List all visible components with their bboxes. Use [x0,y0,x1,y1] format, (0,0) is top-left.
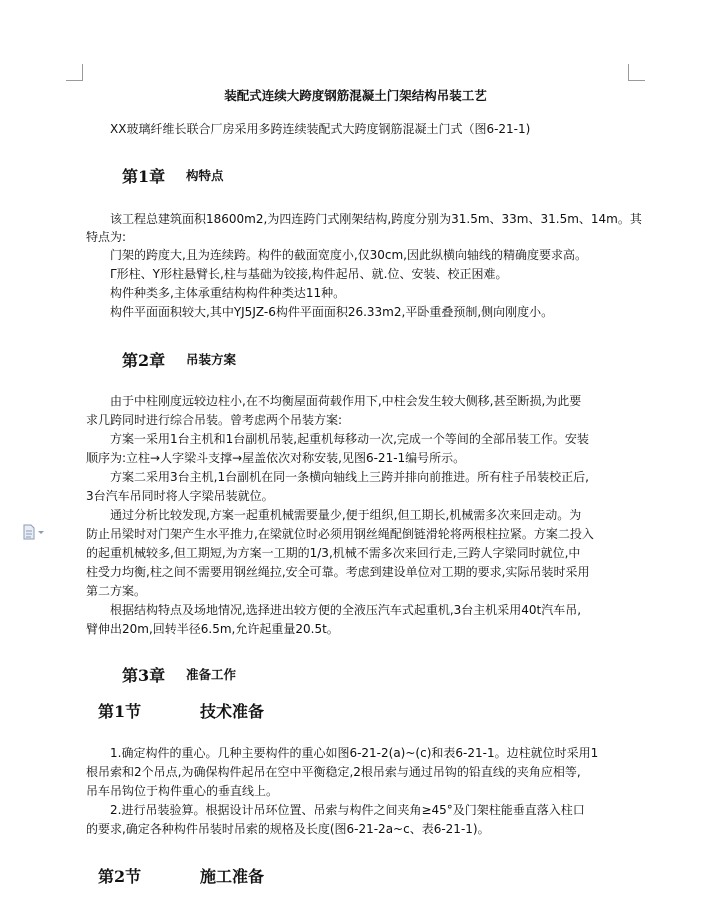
chapter-2-title: 吊装方案 [186,352,237,367]
ch1-line: 特点为: [86,230,127,244]
section-2-title: 施工准备 [200,867,265,886]
ch1-line: 构件种类多,主体承重结构构件种类达11种。 [110,286,346,300]
ch2-line: 由于中柱刚度远较边柱小,在不均衡屋面荷载作用下,中柱会发生较大侧移,甚至断损,为此要 [110,394,582,408]
ch1-line: 门架的跨度大,且为连续跨。构件的截面宽度小,仅30cm,因此纵横向轴线的精确度要求高。 [110,248,588,262]
ch2-line: 的起重机械较多,但工期短,为方案一工期的1/3,机械不需多次来回行走,三跨人字梁同时就位,中 [86,546,581,560]
paragraph-options-icon[interactable] [22,524,46,540]
ch2-line: 防止吊梁时对门架产生水平推力,在梁就位时必须用钢丝绳配倒链滑轮将两根柱拉紧。方案二投入 [86,527,594,541]
ch1-line: Γ形柱、Y形柱悬臂长,柱与基础为铰接,构件起吊、就.位、安装、校正困难。 [110,267,508,281]
sec1-line: 1.确定构件的重心。几种主要构件的重心如图6-21-2(a)~(c)和表6-21-1。边柱就位时采用1 [110,746,599,760]
ch2-line: 方案二采用3台主机,1台副机在同一条横向轴线上三跨并排向前推进。所有柱子吊装校正后, [110,470,589,484]
ch2-line: 臂伸出20m,回转半径6.5m,允许起重量20.5t。 [86,622,339,636]
crop-mark-top-left [66,64,83,81]
ch2-line: 通过分析比较发现,方案一起重机械需要量少,便于组织,但工期长,机械需多次来回走动。为 [110,508,582,522]
chapter-3-number: 第3章 [122,666,166,685]
document-title: 装配式连续大跨度钢筋混凝土门架结构吊装工艺 [224,88,487,103]
sec1-line: 的要求,确定各种构件吊装时吊索的规格及长度(图6-21-2a~c、表6-21-1)。 [86,822,490,836]
section-1-number: 第1节 [98,702,142,721]
sec1-line: 2.进行吊装验算。根据设计吊环位置、吊索与构件之间夹角≥45°及门架柱能垂直落入柱口 [110,803,585,817]
ch2-line: 方案一采用1台主机和1台副机吊装,起重机每移动一次,完成一个等间的全部吊装工作。安装 [110,432,589,446]
section-2-number: 第2节 [98,867,142,886]
crop-mark-top-right [628,64,645,81]
ch1-line: 该工程总建筑面积18600m2,为四连跨门式刚架结构,跨度分别为31.5m、33m、31.5m、14m。其 [110,212,642,226]
ch2-line: 求几跨同时进行综合吊装。曾考虑两个吊装方案: [86,413,343,427]
ch2-line: 根据结构特点及场地情况,选择进出较方便的全液压汽车式起重机,3台主机采用40t汽车吊, [110,603,582,617]
section-1-title: 技术准备 [200,702,265,721]
sec1-line: 根吊索和2个吊点,为确保构件起吊在空中平衡稳定,2根吊索与通过吊钩的铅直线的夹角应相等, [86,765,581,779]
chapter-1-number: 第1章 [122,167,166,186]
ch1-line: 构件平面面积较大,其中YJ5JZ-6构件平面面积26.33m2,平卧重叠预制,侧向刚度小。 [110,305,554,319]
ch2-line: 第二方案。 [86,584,147,598]
sec1-line: 吊车吊钩位于构件重心的垂直线上。 [86,784,279,798]
chapter-2-number: 第2章 [122,351,166,370]
ch2-line: 柱受力均衡,柱之间不需要用钢丝绳拉,安全可靠。考虑到建设单位对工期的要求,实际吊装时采用 [86,565,590,579]
chapter-1-title: 构特点 [186,168,224,183]
intro-paragraph: XX玻璃纤维长联合厂房采用多跨连续装配式大跨度钢筋混凝土门式（图6-21-1) [110,122,531,136]
ch2-line: 顺序为:立柱→人字梁斗支撑→屋盖依次对称安装,见图6-21-1编号所示。 [86,451,466,465]
ch2-line: 3台汽车吊同时将人字梁吊装就位。 [86,489,274,503]
chapter-3-title: 准备工作 [186,667,237,682]
